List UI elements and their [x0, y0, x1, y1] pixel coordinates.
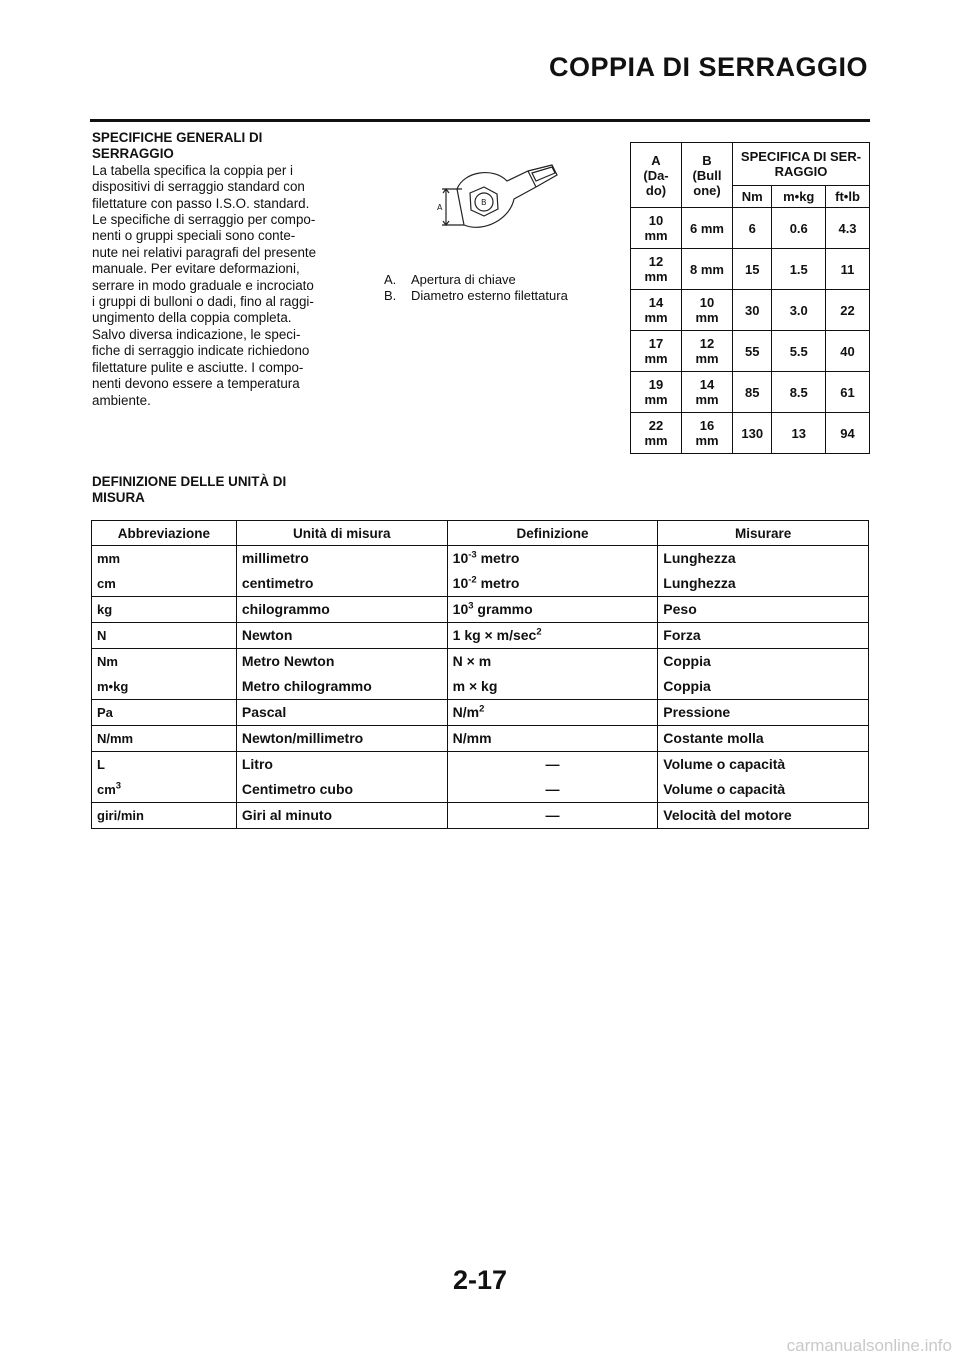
torque-cell-b	[682, 372, 733, 413]
units-cell-definition	[447, 803, 658, 829]
torque-cell-mkg: 3.0	[772, 290, 826, 331]
torque-cell-mkg: 13	[772, 413, 826, 454]
units-row	[92, 546, 869, 572]
units-cell-measure: Lunghezza	[658, 571, 869, 597]
units-definition-table	[91, 520, 869, 829]
def-text: N/mm	[452, 730, 492, 746]
page-number: 2-17	[452, 1265, 508, 1295]
torque-cell-a	[631, 290, 682, 331]
units-cell-definition	[447, 649, 658, 675]
torque-cell-a	[631, 372, 682, 413]
torque-cell-ftlb: 94	[826, 413, 870, 454]
units-cell-measure: Coppia	[658, 674, 869, 700]
abbr-text: L	[97, 757, 105, 772]
abbr-sup: 3	[115, 780, 122, 792]
torque-cell-nm: 15	[733, 249, 772, 290]
def-tail: grammo	[473, 601, 533, 617]
abbr-text: Nm	[97, 654, 118, 669]
cell-line: mm	[695, 392, 719, 407]
cell-line: 12	[648, 254, 664, 269]
units-cell-unit: Metro Newton	[236, 649, 447, 675]
heading-line: MISURA	[92, 490, 145, 506]
def-text: m × kg	[452, 678, 498, 694]
cell-line: mm	[644, 269, 668, 284]
cell-line: 22	[648, 418, 664, 433]
def-text: 10	[452, 575, 469, 591]
torque-cell-ftlb: 11	[826, 249, 870, 290]
def-text: —	[545, 781, 560, 797]
body-line: filettature con passo I.S.O. standard.	[92, 195, 310, 211]
units-cell-abbr	[92, 803, 237, 829]
units-cell-measure: Volume o capacità	[658, 752, 869, 778]
torque-cell-nm: 55	[733, 331, 772, 372]
torque-cell-b	[682, 413, 733, 454]
heading-line: SPECIFICHE GENERALI DI	[92, 130, 263, 145]
torque-cell-a	[631, 208, 682, 249]
torque-cell-nm: 30	[733, 290, 772, 331]
torque-cell-ftlb: 40	[826, 331, 870, 372]
units-section-heading	[92, 474, 352, 507]
header-rule	[90, 119, 870, 122]
torque-col-b-header: B (Bull one)	[682, 143, 733, 208]
units-cell-abbr	[92, 700, 237, 726]
units-cell-abbr	[92, 752, 237, 778]
units-cell-definition	[447, 777, 658, 803]
torque-cell-a	[631, 331, 682, 372]
units-cell-measure: Volume o capacità	[658, 777, 869, 803]
figure-caption	[384, 272, 619, 288]
units-row	[92, 674, 869, 700]
unit-header-ftlb: ft•lb	[826, 186, 870, 208]
abbr-text: cm	[97, 782, 116, 797]
wrench-illustration	[402, 155, 562, 250]
unit-header-nm: Nm	[733, 186, 772, 208]
units-row	[92, 597, 869, 623]
body-line: Salvo diversa indicazione, le speci-	[92, 326, 301, 342]
cell-line: mm	[644, 310, 668, 325]
torque-row	[631, 372, 870, 413]
cell-line: 16	[699, 418, 715, 433]
units-cell-definition	[447, 597, 658, 623]
units-cell-unit: Centimetro cubo	[236, 777, 447, 803]
abbr-text: giri/min	[97, 808, 144, 823]
units-row	[92, 803, 869, 829]
torque-col-a-header: A (Da- do)	[631, 143, 682, 208]
cell-line: mm	[695, 351, 719, 366]
unit-header-mkg: m•kg	[772, 186, 826, 208]
units-cell-unit: Metro chilogrammo	[236, 674, 447, 700]
torque-spec-table	[630, 142, 870, 454]
torque-cell-ftlb: 22	[826, 290, 870, 331]
torque-cell-b	[682, 331, 733, 372]
cell-line: 19	[648, 377, 664, 392]
cell-line: 6 mm	[690, 220, 724, 236]
torque-cell-a	[631, 413, 682, 454]
torque-row	[631, 331, 870, 372]
def-text: N × m	[452, 653, 492, 669]
torque-cell-nm: 130	[733, 413, 772, 454]
cell-line: 14	[648, 295, 664, 310]
def-text: 10	[452, 601, 469, 617]
body-line: fiche di serraggio indicate richiedono	[92, 343, 310, 359]
body-line: i gruppi di bulloni o dadi, fino al raggi-	[92, 294, 314, 310]
units-header-unit: Unità di misura	[236, 521, 447, 546]
torque-row	[631, 413, 870, 454]
abbr-text: kg	[97, 602, 113, 617]
units-cell-definition	[447, 674, 658, 700]
units-cell-measure: Lunghezza	[658, 546, 869, 572]
cell-line: mm	[695, 310, 719, 325]
units-cell-measure: Forza	[658, 623, 869, 649]
torque-cell-b	[682, 290, 733, 331]
units-cell-unit: millimetro	[236, 546, 447, 572]
body-line: La tabella specifica la coppia per i	[92, 162, 293, 178]
cell-line: 12	[699, 336, 715, 351]
figure-label-b: B	[481, 198, 487, 207]
abbr-text: mm	[97, 551, 121, 566]
units-cell-abbr	[92, 674, 237, 700]
units-cell-abbr	[92, 777, 237, 803]
cell-line: 8 mm	[690, 261, 724, 277]
body-line: ambiente.	[92, 392, 151, 408]
units-row	[92, 649, 869, 675]
body-line: filettature pulite e asciutte. I compo-	[92, 359, 304, 375]
units-cell-measure: Peso	[658, 597, 869, 623]
def-text: 10	[452, 550, 469, 566]
units-cell-definition	[447, 700, 658, 726]
figure-label-a: A	[437, 203, 443, 212]
units-cell-abbr	[92, 726, 237, 752]
def-tail: metro	[476, 575, 520, 591]
caption-text: Diametro esterno filettatura	[411, 288, 568, 303]
units-cell-measure: Costante molla	[658, 726, 869, 752]
units-header-abbreviation: Abbreviazione	[92, 521, 237, 546]
caption-text: Apertura di chiave	[411, 272, 516, 287]
units-cell-measure: Velocità del motore	[658, 803, 869, 829]
units-header-definition: Definizione	[447, 521, 658, 546]
def-text: —	[545, 807, 560, 823]
def-text: N/m	[452, 704, 480, 720]
torque-cell-mkg: 5.5	[772, 331, 826, 372]
units-cell-measure: Pressione	[658, 700, 869, 726]
units-row	[92, 700, 869, 726]
def-sup: -3	[468, 549, 477, 561]
torque-cell-ftlb: 61	[826, 372, 870, 413]
torque-row	[631, 249, 870, 290]
general-specs-heading	[92, 130, 342, 163]
units-cell-unit: Giri al minuto	[236, 803, 447, 829]
abbr-text: Pa	[97, 705, 113, 720]
torque-cell-b	[682, 249, 733, 290]
heading-line: SERRAGGIO	[92, 146, 174, 162]
body-line: nenti devono essere a temperatura	[92, 376, 300, 392]
units-cell-measure: Coppia	[658, 649, 869, 675]
units-cell-unit: chilogrammo	[236, 597, 447, 623]
units-cell-unit: Newton/millimetro	[236, 726, 447, 752]
def-text: 1 kg × m/sec	[452, 627, 537, 643]
page-title: COPPIA DI SERRAGGIO	[548, 52, 868, 82]
torque-row	[631, 208, 870, 249]
body-line: ungimento della coppia completa.	[92, 310, 292, 326]
abbr-text: N	[97, 628, 107, 643]
cell-line: mm	[695, 433, 719, 448]
body-line: manuale. Per evitare deformazioni,	[92, 261, 300, 277]
def-sup: 3	[468, 600, 474, 612]
cell-line: mm	[644, 228, 668, 243]
cell-line: mm	[644, 433, 668, 448]
units-row	[92, 752, 869, 778]
units-cell-abbr	[92, 649, 237, 675]
def-sup: 2	[479, 703, 485, 715]
units-row	[92, 726, 869, 752]
torque-cell-ftlb: 4.3	[826, 208, 870, 249]
figure-captions	[384, 272, 619, 304]
units-row	[92, 571, 869, 597]
cell-line: 10	[648, 213, 664, 228]
torque-spec-header: SPECIFICA DI SER- RAGGIO	[733, 143, 870, 186]
torque-cell-mkg: 1.5	[772, 249, 826, 290]
units-header-measure: Misurare	[658, 521, 869, 546]
general-specs-section	[92, 130, 342, 409]
caption-key: B.	[384, 288, 397, 303]
units-row	[92, 777, 869, 803]
def-tail: metro	[476, 550, 520, 566]
torque-cell-nm: 6	[733, 208, 772, 249]
body-line: nenti o gruppi speciali sono conte-	[92, 228, 296, 244]
units-cell-definition	[447, 623, 658, 649]
body-line: nute nei relativi paragrafi del presente	[92, 244, 317, 260]
general-specs-body	[92, 163, 342, 409]
torque-cell-mkg: 0.6	[772, 208, 826, 249]
body-line: dispositivi di serraggio standard con	[92, 179, 305, 195]
units-cell-unit: Litro	[236, 752, 447, 778]
units-cell-definition	[447, 726, 658, 752]
heading-line: DEFINIZIONE DELLE UNITÀ DI	[92, 474, 287, 489]
caption-key: A.	[384, 272, 397, 287]
units-cell-abbr	[92, 571, 237, 597]
abbr-text: cm	[97, 576, 116, 591]
cell-line: mm	[644, 392, 668, 407]
units-cell-definition	[447, 571, 658, 597]
units-cell-unit: Newton	[236, 623, 447, 649]
units-row	[92, 623, 869, 649]
units-cell-definition	[447, 546, 658, 572]
units-cell-abbr	[92, 546, 237, 572]
torque-cell-mkg: 8.5	[772, 372, 826, 413]
units-cell-unit: Pascal	[236, 700, 447, 726]
torque-cell-nm: 85	[733, 372, 772, 413]
torque-cell-b	[682, 208, 733, 249]
units-cell-unit: centimetro	[236, 571, 447, 597]
def-sup: 2	[536, 626, 542, 638]
def-sup: -2	[468, 574, 477, 586]
torque-cell-a	[631, 249, 682, 290]
units-cell-abbr	[92, 623, 237, 649]
cell-line: 17	[648, 336, 664, 351]
wrench-figure	[384, 155, 619, 304]
body-line: Le specifiche di serraggio per compo-	[92, 212, 316, 228]
units-cell-abbr	[92, 597, 237, 623]
abbr-text: N/mm	[97, 731, 134, 746]
torque-row	[631, 290, 870, 331]
cell-line: mm	[644, 351, 668, 366]
abbr-text: m•kg	[97, 679, 129, 694]
units-cell-definition	[447, 752, 658, 778]
cell-line: 14	[699, 377, 715, 392]
cell-line: 10	[699, 295, 715, 310]
body-line: serrare in modo graduale e incrociato	[92, 277, 314, 293]
figure-caption	[384, 288, 619, 304]
def-text: —	[545, 756, 560, 772]
watermark: carmanualsonline.info	[786, 1336, 952, 1355]
